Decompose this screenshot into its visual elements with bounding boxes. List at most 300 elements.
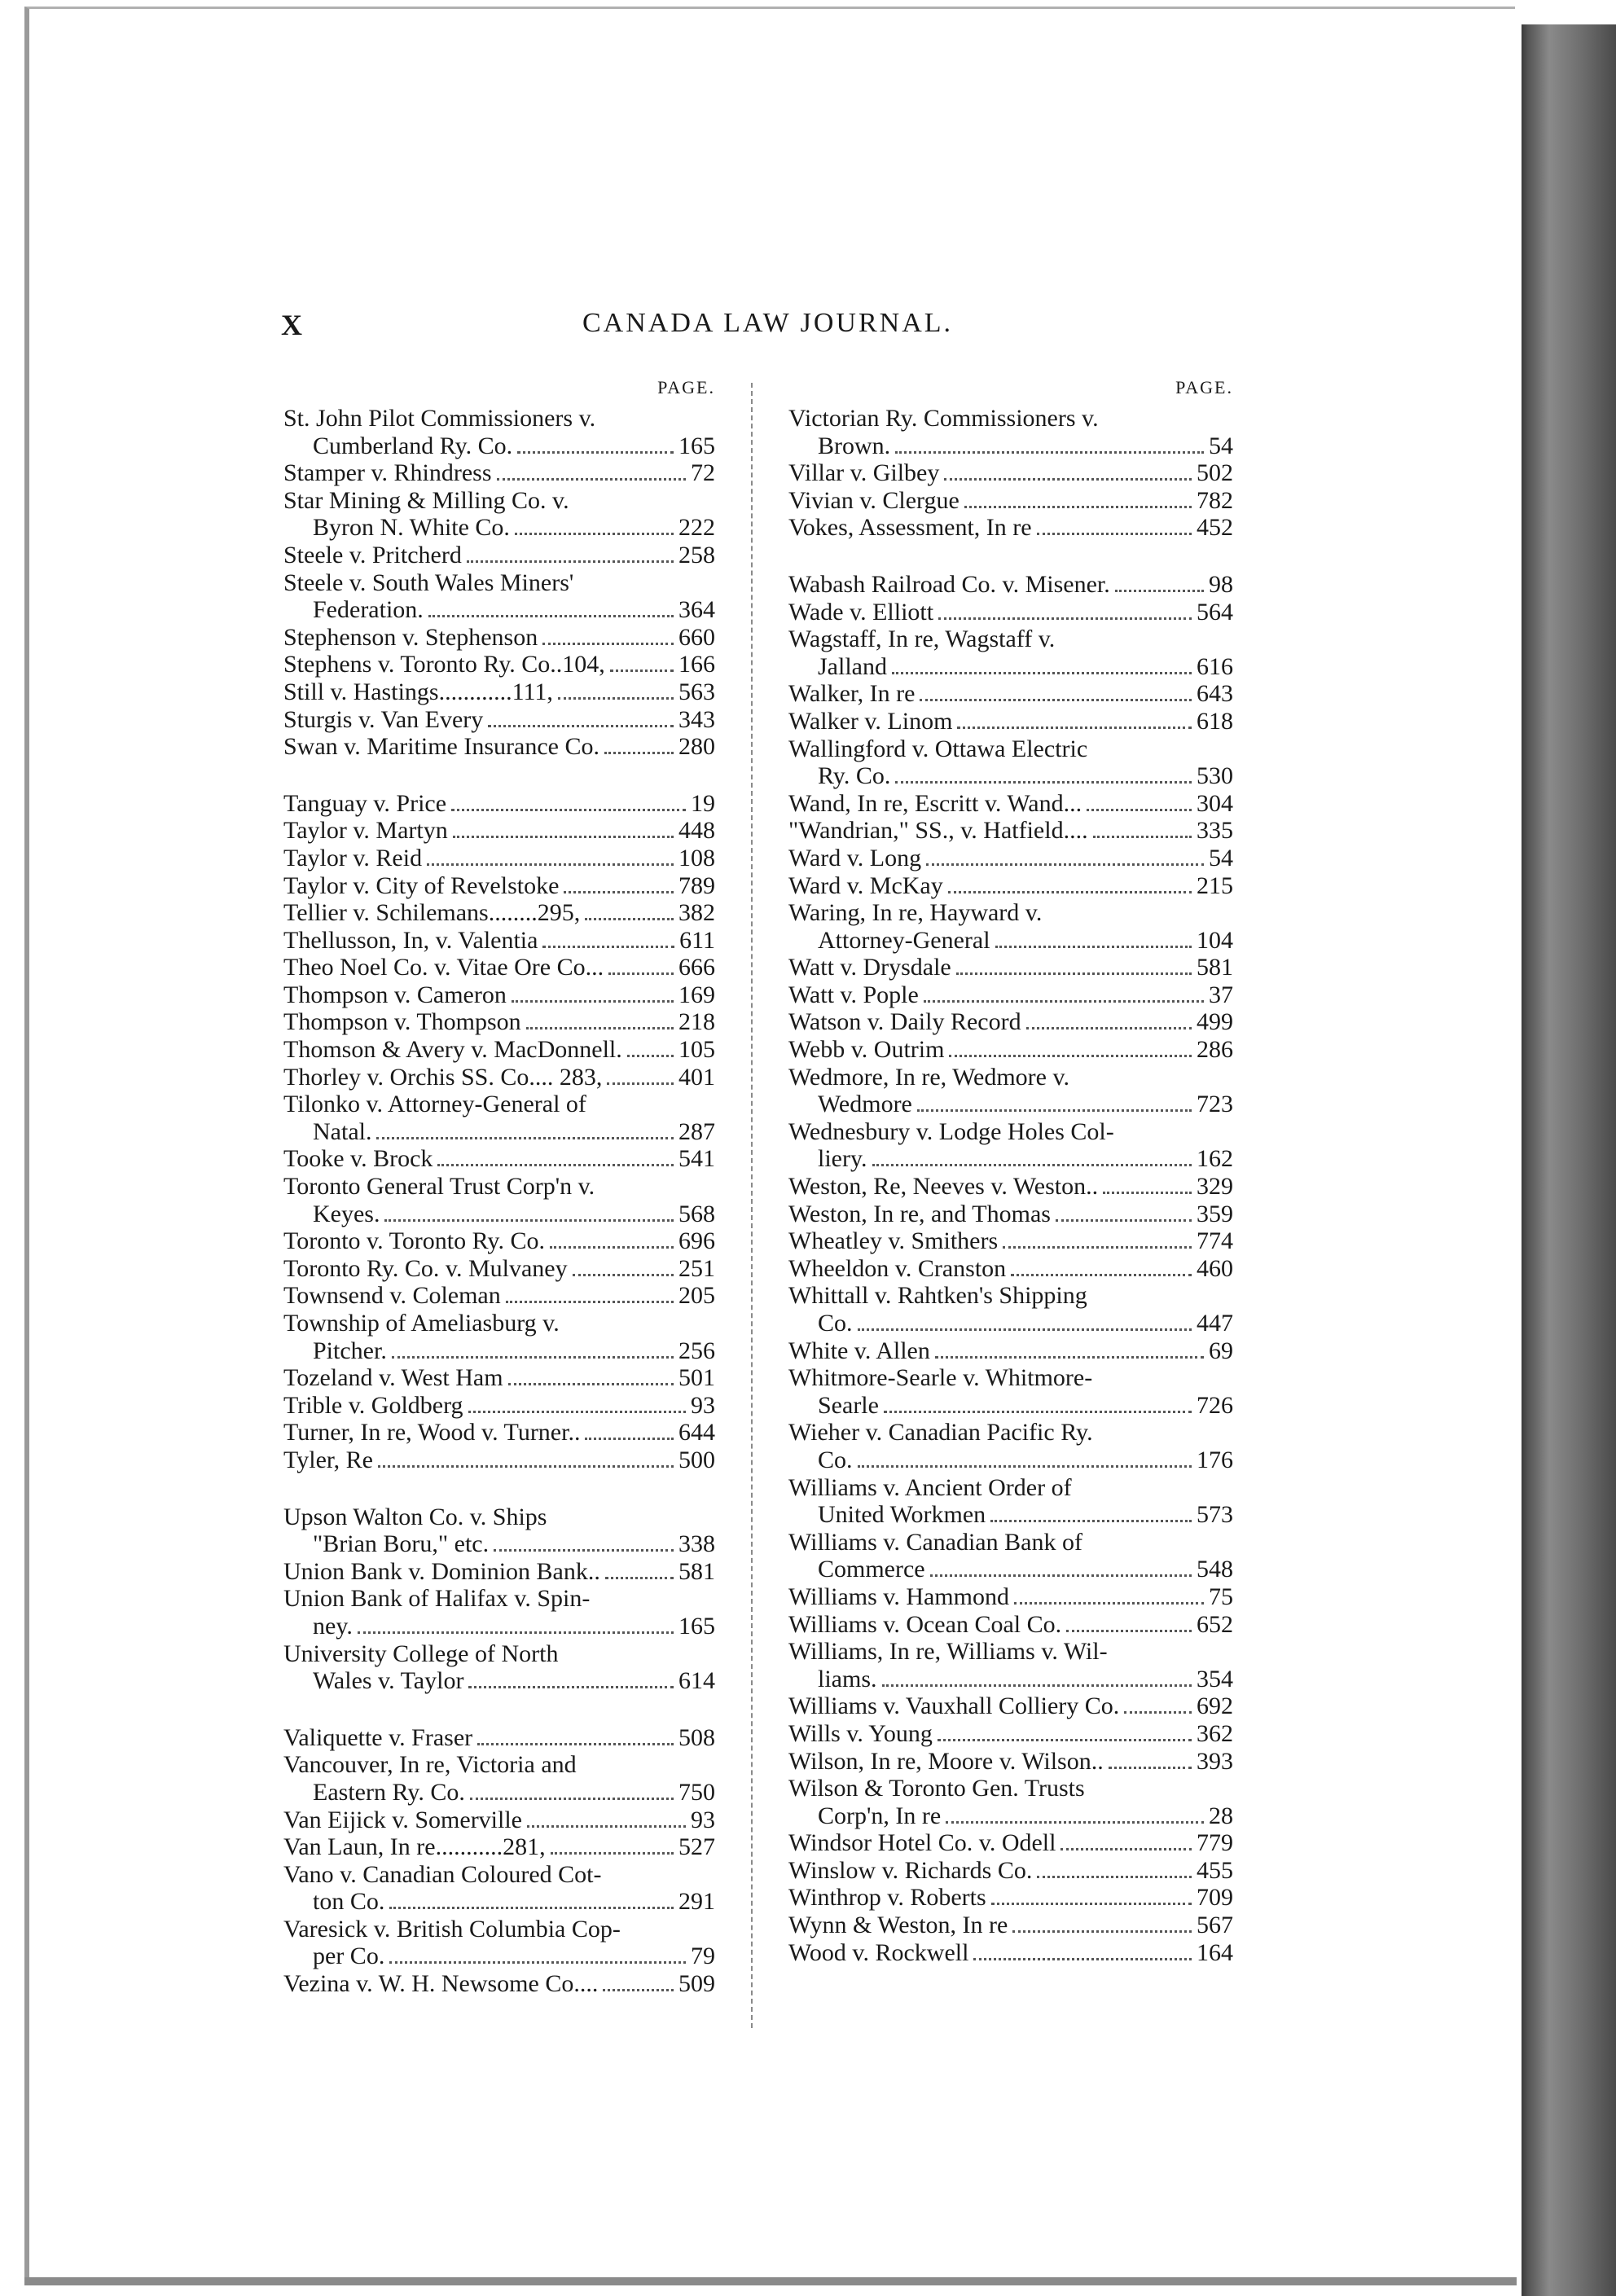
case-name: Watt v. Drysdale bbox=[788, 954, 951, 981]
dot-leader bbox=[1014, 1602, 1204, 1605]
case-name: Thomson & Avery v. MacDonnell. bbox=[283, 1036, 622, 1064]
index-entry bbox=[283, 1091, 715, 1145]
dot-leader bbox=[990, 1520, 1192, 1522]
case-name: Eastern Ry. Co. bbox=[313, 1778, 465, 1806]
page-reference: 218 bbox=[678, 1008, 715, 1036]
index-entry bbox=[283, 1970, 715, 1998]
case-name: Corp'n, In re bbox=[818, 1802, 942, 1829]
index-entry bbox=[283, 1282, 715, 1310]
case-name: Natal. bbox=[313, 1117, 372, 1145]
case-name: Wallingford v. Ottawa Electric bbox=[788, 735, 1088, 762]
page-reference: 644 bbox=[678, 1419, 715, 1447]
index-entry bbox=[283, 981, 715, 1009]
index-entry bbox=[283, 1558, 715, 1586]
page-reference: 573 bbox=[1197, 1501, 1233, 1529]
page-header bbox=[281, 303, 1291, 344]
page-reference: 69 bbox=[1209, 1337, 1233, 1364]
case-name: Upson Walton Co. v. Ships bbox=[283, 1503, 547, 1530]
case-name: Thellusson, In, v. Valentia bbox=[283, 926, 538, 954]
case-name: Wieher v. Canadian Pacific Ry. bbox=[788, 1419, 1093, 1447]
dot-leader bbox=[1003, 1246, 1192, 1249]
dot-leader bbox=[1087, 809, 1192, 811]
case-name: Vokes, Assessment, In re bbox=[788, 514, 1032, 542]
case-name: Vezina v. W. H. Newsome Co.... bbox=[283, 1970, 599, 1998]
index-entry bbox=[788, 845, 1233, 872]
dot-leader bbox=[607, 1082, 674, 1085]
case-name: Wand, In re, Escritt v. Wand... bbox=[788, 789, 1082, 817]
page-right-edge bbox=[1517, 24, 1616, 2296]
index-entry bbox=[283, 1227, 715, 1255]
page-reference: 165 bbox=[678, 432, 715, 459]
page-reference: 448 bbox=[678, 817, 715, 845]
case-name: Federation. bbox=[313, 596, 424, 624]
page-reference: 72 bbox=[691, 459, 715, 487]
dot-leader bbox=[1066, 1630, 1192, 1632]
case-name: Ward v. McKay bbox=[788, 871, 943, 899]
page-number: X bbox=[281, 309, 302, 341]
case-name: Winthrop v. Roberts bbox=[788, 1884, 986, 1912]
page-reference: 499 bbox=[1197, 1008, 1233, 1036]
page-reference: 509 bbox=[678, 1970, 715, 1998]
page-reference: 530 bbox=[1197, 762, 1233, 790]
index-entry bbox=[788, 626, 1233, 680]
dot-leader bbox=[1124, 1711, 1192, 1714]
dot-leader bbox=[378, 1465, 674, 1468]
dot-leader bbox=[470, 1798, 674, 1800]
page-reference: 750 bbox=[678, 1778, 715, 1806]
page-reference: 382 bbox=[678, 899, 715, 927]
page-reference: 28 bbox=[1209, 1802, 1233, 1829]
case-name: Waring, In re, Hayward v. bbox=[788, 899, 1043, 927]
dot-leader bbox=[957, 727, 1192, 729]
page-reference: 500 bbox=[678, 1446, 715, 1473]
case-name: Williams v. Canadian Bank of bbox=[788, 1528, 1082, 1556]
dot-leader bbox=[497, 478, 686, 481]
dot-leader bbox=[527, 1825, 686, 1828]
index-entry bbox=[283, 845, 715, 872]
dot-leader bbox=[564, 891, 674, 893]
page-reference: 666 bbox=[678, 954, 715, 981]
case-name: Watson v. Daily Record bbox=[788, 1008, 1021, 1036]
dot-leader bbox=[437, 1164, 674, 1166]
index-entry bbox=[283, 1173, 715, 1227]
case-name: Walker, In re bbox=[788, 680, 916, 708]
page-reference: 79 bbox=[691, 1943, 715, 1970]
dot-leader bbox=[467, 560, 674, 563]
page-reference: 359 bbox=[1197, 1200, 1233, 1227]
case-name: Wednesbury v. Lodge Holes Col- bbox=[788, 1117, 1114, 1145]
index-entry bbox=[283, 1419, 715, 1447]
case-name: Thompson v. Thompson bbox=[283, 1008, 521, 1036]
page-reference: 618 bbox=[1197, 707, 1233, 735]
page-reference: 779 bbox=[1197, 1829, 1233, 1857]
case-name: Ward v. Long bbox=[788, 844, 922, 871]
case-name: Commerce bbox=[818, 1556, 925, 1583]
case-name: Thompson v. Cameron bbox=[283, 981, 507, 1008]
page-reference: 343 bbox=[678, 705, 715, 733]
index-entry bbox=[283, 1364, 715, 1392]
page-reference: 611 bbox=[679, 926, 715, 954]
dot-leader bbox=[872, 1164, 1192, 1166]
dot-leader bbox=[895, 451, 1204, 454]
page-reference: 335 bbox=[1197, 817, 1233, 845]
page-reference: 258 bbox=[678, 541, 715, 569]
case-name: Taylor v. Reid bbox=[283, 844, 423, 871]
case-name: Tellier v. Schilemans........295, bbox=[283, 899, 581, 927]
case-name: Weston, In re, and Thomas bbox=[788, 1200, 1051, 1227]
dot-leader bbox=[451, 809, 686, 811]
case-name: St. John Pilot Commissioners v. bbox=[283, 405, 596, 432]
case-name: Tozeland v. West Ham bbox=[283, 1364, 503, 1392]
case-name: Union Bank of Halifax v. Spin- bbox=[283, 1585, 591, 1613]
dot-leader bbox=[494, 1549, 674, 1552]
index-entry bbox=[788, 1611, 1233, 1639]
dot-leader bbox=[573, 1274, 674, 1276]
dot-leader bbox=[956, 972, 1192, 975]
case-name: Wedmore, In re, Wedmore v. bbox=[788, 1063, 1070, 1091]
case-name: Theo Noel Co. v. Vitae Ore Co... bbox=[283, 954, 604, 981]
dot-leader bbox=[858, 1465, 1192, 1468]
index-entry bbox=[788, 1282, 1233, 1337]
page-reference: 696 bbox=[678, 1227, 715, 1255]
right-page-label: PAGE. bbox=[1175, 377, 1233, 397]
index-entry bbox=[283, 790, 715, 818]
page-reference: 162 bbox=[1197, 1145, 1233, 1173]
dot-leader bbox=[453, 836, 674, 838]
dot-leader bbox=[930, 1574, 1192, 1577]
case-name: Wynn & Weston, In re bbox=[788, 1912, 1008, 1939]
dot-leader bbox=[428, 615, 674, 617]
page-reference: 774 bbox=[1197, 1227, 1233, 1255]
index-entry bbox=[283, 1833, 715, 1861]
section-gap bbox=[788, 542, 1233, 571]
case-name: per Co. bbox=[313, 1943, 385, 1970]
page-reference: 354 bbox=[1197, 1665, 1233, 1692]
page-reference: 19 bbox=[691, 789, 715, 817]
index-entry bbox=[283, 459, 715, 487]
case-name: Stephenson v. Stephenson bbox=[283, 623, 538, 651]
index-entry bbox=[788, 1227, 1233, 1255]
case-name: Byron N. White Co. bbox=[313, 514, 510, 542]
index-entry bbox=[283, 954, 715, 981]
dot-leader bbox=[585, 1438, 674, 1440]
case-name: Varesick v. British Columbia Cop- bbox=[283, 1915, 621, 1943]
dot-leader bbox=[895, 781, 1192, 784]
dot-leader bbox=[603, 1989, 674, 1991]
dot-leader bbox=[526, 1027, 674, 1029]
page-reference: 581 bbox=[1197, 954, 1233, 981]
page-reference: 393 bbox=[1197, 1747, 1233, 1775]
case-name: Wales v. Taylor bbox=[313, 1667, 464, 1695]
page-reference: 455 bbox=[1197, 1856, 1233, 1884]
dot-leader bbox=[1056, 1219, 1192, 1222]
page-reference: 401 bbox=[678, 1063, 715, 1091]
index-entry bbox=[788, 1364, 1233, 1419]
page-reference: 563 bbox=[678, 678, 715, 705]
index-entry bbox=[788, 459, 1233, 487]
dot-leader bbox=[1012, 1930, 1192, 1933]
dot-leader bbox=[542, 643, 674, 645]
dot-leader bbox=[973, 1958, 1192, 1960]
case-name: Whitmore-Searle v. Whitmore- bbox=[788, 1364, 1093, 1392]
case-name: Steele v. South Wales Miners' bbox=[283, 569, 574, 596]
page-reference: 166 bbox=[678, 651, 715, 678]
dot-leader bbox=[427, 863, 674, 866]
page-reference: 782 bbox=[1197, 486, 1233, 514]
index-entry bbox=[283, 1916, 715, 1970]
index-entry bbox=[788, 1008, 1233, 1036]
dot-leader bbox=[964, 506, 1192, 508]
page-reference: 643 bbox=[1197, 680, 1233, 708]
dot-leader bbox=[517, 451, 674, 454]
page-reference: 564 bbox=[1197, 598, 1233, 626]
page-reference: 164 bbox=[1197, 1938, 1233, 1966]
page-reference: 709 bbox=[1197, 1884, 1233, 1912]
dot-leader bbox=[627, 1055, 674, 1057]
page-reference: 251 bbox=[678, 1254, 715, 1282]
page-reference: 287 bbox=[678, 1117, 715, 1145]
page-reference: 508 bbox=[678, 1723, 715, 1751]
dot-leader bbox=[376, 1137, 674, 1139]
index-entry bbox=[788, 571, 1233, 599]
case-name: Tooke v. Brock bbox=[283, 1145, 433, 1173]
index-entry bbox=[788, 514, 1233, 542]
dot-leader bbox=[468, 1411, 686, 1413]
index-entry bbox=[788, 1638, 1233, 1692]
page-reference: 215 bbox=[1197, 871, 1233, 899]
page-reference: 614 bbox=[678, 1667, 715, 1695]
dot-leader bbox=[550, 1246, 674, 1249]
case-name: Vano v. Canadian Coloured Cot- bbox=[283, 1860, 602, 1888]
case-name: Star Mining & Milling Co. v. bbox=[283, 486, 569, 514]
dot-leader bbox=[924, 1000, 1204, 1003]
index-entry bbox=[788, 1912, 1233, 1939]
case-name: Wheeldon v. Cranston bbox=[788, 1254, 1007, 1282]
case-name: Whittall v. Rahtken's Shipping bbox=[788, 1282, 1087, 1310]
page-reference: 789 bbox=[678, 871, 715, 899]
dot-leader bbox=[995, 946, 1192, 948]
index-entry bbox=[283, 1008, 715, 1036]
case-name: Williams v. Vauxhall Colliery Co. bbox=[788, 1692, 1120, 1720]
index-entry bbox=[788, 1692, 1233, 1720]
case-name: Valiquette v. Fraser bbox=[283, 1723, 473, 1751]
case-name: Wade v. Elliott bbox=[788, 598, 934, 626]
case-name: Brown. bbox=[818, 432, 891, 459]
page-reference: 54 bbox=[1209, 432, 1233, 459]
index-entry bbox=[283, 1447, 715, 1474]
index-entry bbox=[788, 1829, 1233, 1857]
index-entry bbox=[788, 954, 1233, 981]
dot-leader bbox=[1115, 590, 1204, 592]
page-reference: 460 bbox=[1197, 1254, 1233, 1282]
index-entry bbox=[283, 487, 715, 542]
running-title: CANADA LAW JOURNAL. bbox=[582, 308, 954, 338]
case-name: Pitcher. bbox=[313, 1337, 387, 1364]
dot-leader bbox=[512, 1000, 674, 1003]
dot-leader bbox=[946, 1821, 1204, 1824]
right-entries bbox=[788, 405, 1233, 1966]
case-name: Wabash Railroad Co. v. Misener. bbox=[788, 570, 1110, 598]
index-entry bbox=[283, 405, 715, 459]
page-reference: 581 bbox=[678, 1557, 715, 1585]
case-name: Webb v. Outrim bbox=[788, 1036, 945, 1064]
case-name: ney. bbox=[313, 1612, 353, 1640]
page-reference: 75 bbox=[1209, 1583, 1233, 1610]
index-entry bbox=[788, 708, 1233, 735]
dot-leader bbox=[948, 891, 1192, 893]
page-reference: 280 bbox=[678, 733, 715, 761]
case-name: Stamper v. Rhindress bbox=[283, 459, 492, 487]
page-reference: 568 bbox=[678, 1200, 715, 1227]
case-name: Walker v. Linom bbox=[788, 707, 953, 735]
index-entry bbox=[283, 733, 715, 761]
index-entry bbox=[788, 1884, 1233, 1912]
case-name: Cumberland Ry. Co. bbox=[313, 432, 513, 459]
case-name: Still v. Hastings............111, bbox=[283, 678, 553, 705]
index-entry bbox=[283, 899, 715, 927]
case-name: University College of North bbox=[283, 1640, 559, 1667]
case-name: Victorian Ry. Commissioners v. bbox=[788, 405, 1099, 432]
page-reference: 548 bbox=[1197, 1556, 1233, 1583]
dot-leader bbox=[542, 946, 674, 948]
dot-leader bbox=[389, 1907, 674, 1909]
page-reference: 567 bbox=[1197, 1912, 1233, 1939]
page-reference: 726 bbox=[1197, 1391, 1233, 1419]
page-bottom-edge bbox=[24, 2277, 1517, 2285]
index-entry bbox=[788, 1474, 1233, 1529]
dot-leader bbox=[1109, 1767, 1192, 1769]
index-entry bbox=[283, 1392, 715, 1420]
case-name: Weston, Re, Neeves v. Weston.. bbox=[788, 1173, 1099, 1201]
page-reference: 527 bbox=[678, 1833, 715, 1861]
case-name: Turner, In re, Wood v. Turner.. bbox=[283, 1419, 581, 1447]
case-name: Wagstaff, In re, Wagstaff v. bbox=[788, 626, 1056, 653]
dot-leader bbox=[1011, 1274, 1192, 1276]
page-reference: 541 bbox=[678, 1145, 715, 1173]
page-reference: 329 bbox=[1197, 1173, 1233, 1201]
page-reference: 104 bbox=[1197, 926, 1233, 954]
index-entry bbox=[283, 1310, 715, 1364]
index-entry bbox=[788, 1064, 1233, 1118]
case-name: Toronto Ry. Co. v. Mulvaney bbox=[283, 1254, 568, 1282]
case-name: Thorley v. Orchis SS. Co.... 283, bbox=[283, 1063, 603, 1091]
dot-leader bbox=[604, 752, 674, 754]
case-name: Williams, In re, Williams v. Wil- bbox=[788, 1638, 1108, 1666]
right-column bbox=[788, 371, 1233, 1966]
case-name: Watt v. Pople bbox=[788, 981, 919, 1008]
page-reference: 501 bbox=[678, 1364, 715, 1392]
index-entry bbox=[788, 790, 1233, 818]
case-name: Villar v. Gilbey bbox=[788, 459, 940, 487]
index-entry bbox=[788, 1419, 1233, 1473]
index-entry bbox=[283, 1724, 715, 1752]
case-name: "Brian Boru," etc. bbox=[313, 1530, 490, 1558]
dot-leader bbox=[610, 669, 674, 672]
dot-leader bbox=[468, 1686, 674, 1688]
index-entry bbox=[788, 405, 1233, 459]
page-reference: 291 bbox=[678, 1888, 715, 1916]
dot-leader bbox=[884, 1411, 1192, 1413]
case-name: Williams v. Ocean Coal Co. bbox=[788, 1610, 1062, 1638]
index-entry bbox=[788, 1720, 1233, 1748]
case-name: Vivian v. Clergue bbox=[788, 486, 960, 514]
case-name: Keyes. bbox=[313, 1200, 380, 1227]
case-name: ton Co. bbox=[313, 1888, 385, 1916]
case-name: Van Laun, In re...........281, bbox=[283, 1833, 546, 1861]
index-entry bbox=[788, 1748, 1233, 1776]
page-reference: 452 bbox=[1197, 514, 1233, 542]
page-reference: 616 bbox=[1197, 652, 1233, 680]
dot-leader bbox=[384, 1219, 674, 1222]
page-reference: 176 bbox=[1197, 1446, 1233, 1473]
index-entry bbox=[788, 872, 1233, 900]
dot-leader bbox=[551, 1852, 674, 1855]
page-reference: 723 bbox=[1197, 1091, 1233, 1118]
index-entry bbox=[788, 1939, 1233, 1967]
index-entry bbox=[788, 599, 1233, 626]
dot-leader bbox=[1037, 533, 1192, 535]
case-name: Wheatley v. Smithers bbox=[788, 1227, 999, 1255]
case-name: Wilson, In re, Moore v. Wilson.. bbox=[788, 1747, 1104, 1775]
index-entry bbox=[283, 927, 715, 955]
case-name: Taylor v. Martyn bbox=[283, 817, 448, 845]
case-name: Tanguay v. Price bbox=[283, 789, 447, 817]
dot-leader bbox=[1103, 1192, 1192, 1194]
case-name: Tyler, Re bbox=[283, 1446, 373, 1473]
page-reference: 304 bbox=[1197, 789, 1233, 817]
page-reference: 652 bbox=[1197, 1610, 1233, 1638]
page-reference: 222 bbox=[678, 514, 715, 542]
page-reference: 37 bbox=[1209, 981, 1233, 1008]
case-name: Windsor Hotel Co. v. Odell bbox=[788, 1829, 1056, 1857]
dot-leader bbox=[920, 699, 1192, 701]
case-name: Taylor v. City of Revelstoke bbox=[283, 871, 560, 899]
case-name: Toronto General Trust Corp'n v. bbox=[283, 1173, 595, 1201]
case-name: Williams v. Ancient Order of bbox=[788, 1473, 1072, 1501]
index-entry bbox=[283, 678, 715, 706]
dot-leader bbox=[917, 1109, 1192, 1112]
left-page-label: PAGE. bbox=[657, 377, 715, 397]
dot-leader bbox=[488, 725, 674, 727]
case-name: Townsend v. Coleman bbox=[283, 1282, 501, 1310]
case-name: Toronto v. Toronto Ry. Co. bbox=[283, 1227, 545, 1255]
case-name: United Workmen bbox=[818, 1501, 986, 1529]
index-entry bbox=[788, 1529, 1233, 1583]
dot-leader bbox=[1026, 1027, 1192, 1029]
case-name: Swan v. Maritime Insurance Co. bbox=[283, 733, 599, 761]
dot-leader bbox=[585, 918, 674, 920]
case-name: Trible v. Goldberg bbox=[283, 1391, 463, 1419]
dot-leader bbox=[1093, 836, 1192, 838]
page-reference: 256 bbox=[678, 1337, 715, 1364]
dot-leader bbox=[858, 1328, 1192, 1331]
index-entry bbox=[283, 872, 715, 900]
index-entry bbox=[283, 569, 715, 624]
case-name: Wilson & Toronto Gen. Trusts bbox=[788, 1775, 1085, 1802]
dot-leader bbox=[991, 1903, 1192, 1905]
case-name: liery. bbox=[818, 1145, 867, 1173]
dot-leader bbox=[926, 863, 1204, 866]
page-reference: 286 bbox=[1197, 1036, 1233, 1064]
index-entry bbox=[283, 1504, 715, 1558]
case-name: Van Eijick v. Somerville bbox=[283, 1806, 522, 1833]
index-entry bbox=[788, 1173, 1233, 1201]
page-reference: 338 bbox=[678, 1530, 715, 1558]
case-name: Tilonko v. Attorney-General of bbox=[283, 1091, 586, 1118]
dot-leader bbox=[605, 1577, 674, 1579]
dot-leader bbox=[935, 1356, 1204, 1359]
case-name: Attorney-General bbox=[818, 926, 990, 954]
